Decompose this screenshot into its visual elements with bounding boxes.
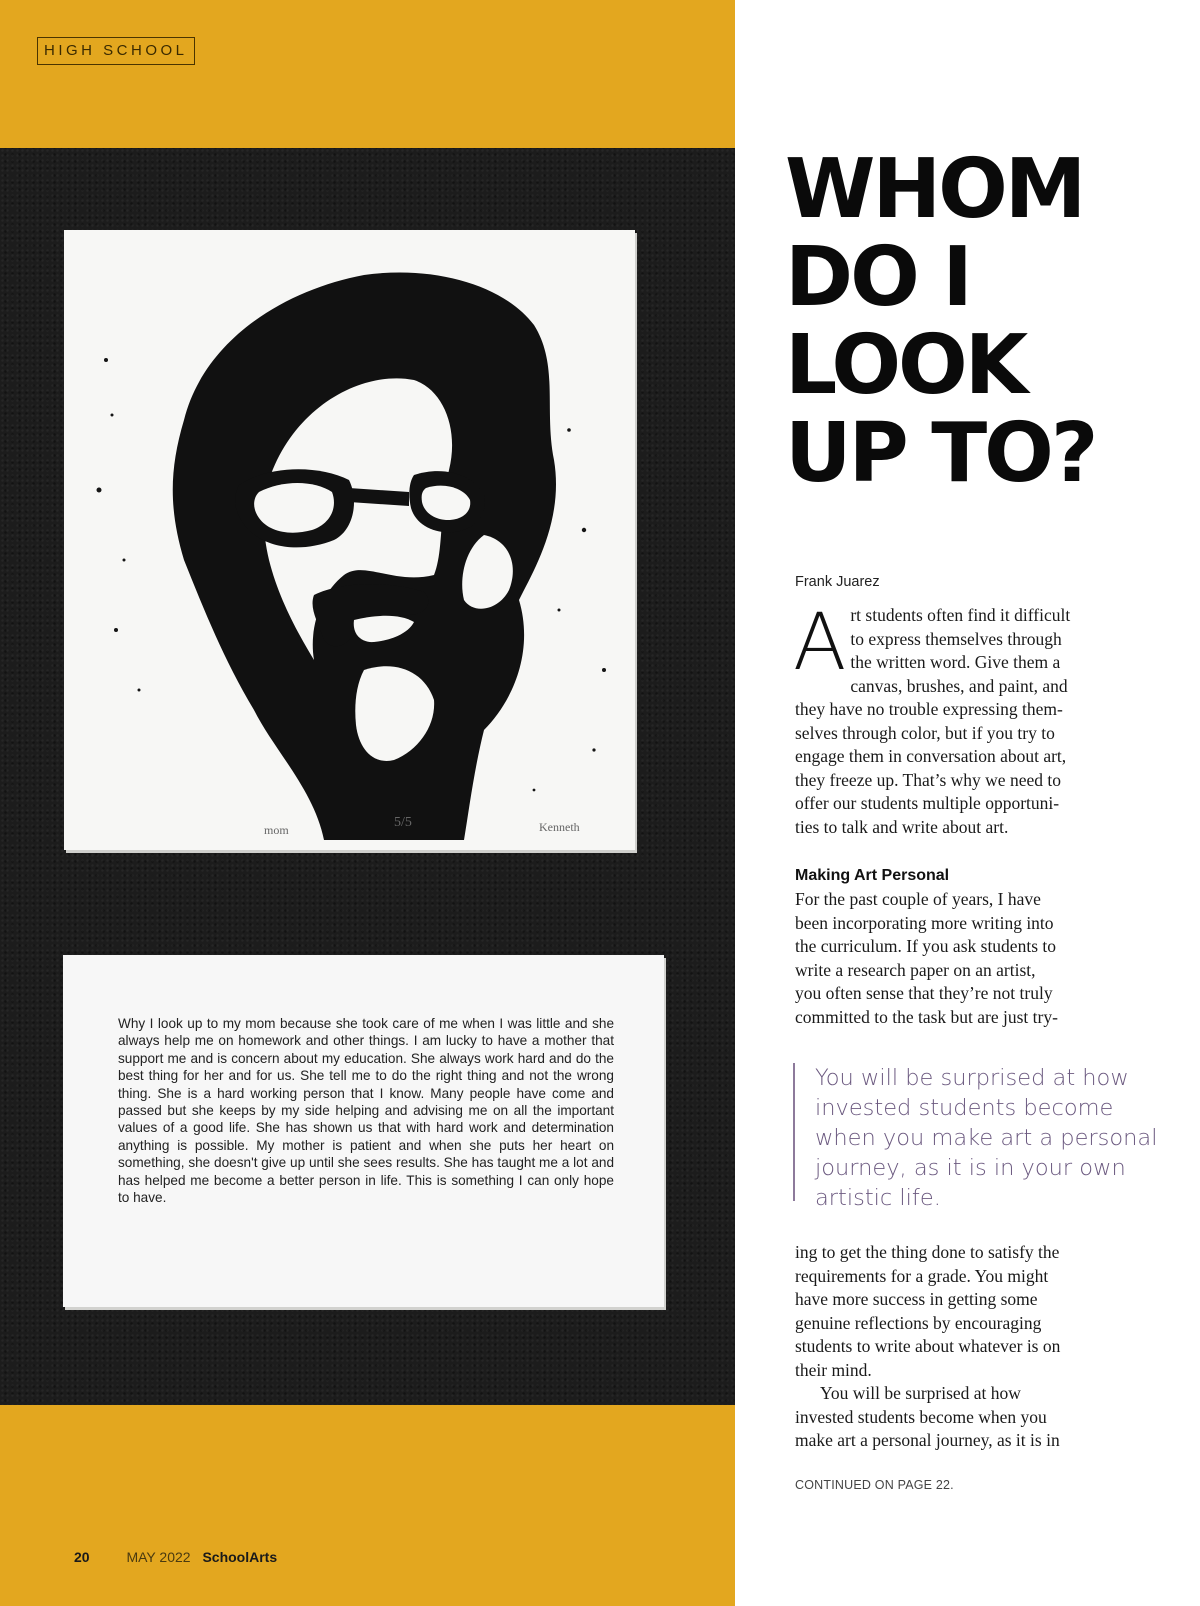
text-line: selves through color, but if you try to	[795, 722, 1055, 743]
intro-paragraph	[793, 598, 1127, 839]
linocut-portrait-image	[64, 230, 635, 850]
section-tag: HIGH SCHOOL	[37, 37, 195, 65]
article-headline	[785, 142, 1165, 501]
text-line: been incorporating more writing into	[795, 912, 1054, 933]
text-line: requirements for a grade. You might	[795, 1265, 1049, 1286]
text-line: genuine reflections by encouraging	[795, 1312, 1042, 1333]
linocut-print	[64, 230, 635, 850]
student-essay-text: Why I look up to my mom because she took care of me when I was little and she always help me on homework and other things. I am lucky to have a mother that support me and is concern about my education. She always work hard and do the best thing for her and for us. She tell me to do the right thing and not the wrong thing. She is a hard working person that I know. Many people have come and passed but she keeps by my side helping and advising me on all the important values of a good life. She has shown us that with hard work and determination anything is possible. My mother is patient and when she puts her heart on something, she doesn't give up until she sees results. She has taught me a lot and has helped me become a better person in life. This is something I can only hope to have.	[118, 1016, 614, 1206]
text-line: the written word. Give them a	[850, 652, 1061, 672]
text-line: write a research paper on an artist,	[795, 959, 1036, 980]
page-number: 20	[74, 1549, 90, 1565]
author-byline: Frank Juarez	[795, 574, 880, 590]
text-line: ing to get the thing done to satisfy the	[795, 1242, 1060, 1262]
print-edition-note: 5/5	[394, 815, 412, 830]
headline-line: LOOK	[785, 318, 1026, 413]
section-subhead: Making Art Personal	[795, 867, 950, 884]
print-artist-signature: Kenneth	[539, 820, 580, 834]
magazine-name: SchoolArts	[202, 1549, 278, 1565]
quote-line: invested students become	[815, 1095, 1114, 1121]
headline-line: UP TO?	[785, 406, 1096, 501]
quote-line: artistic life.	[815, 1185, 941, 1211]
text-line: they have no trouble expressing them-	[795, 699, 1063, 719]
text-line: to express themselves through	[850, 628, 1062, 649]
text-line: engage them in conversation about art,	[795, 746, 1067, 766]
text-line: they freeze up. That’s why we need to	[795, 769, 1061, 790]
quote-line: when you make art a personal	[815, 1125, 1158, 1151]
text-line: canvas, brushes, and paint, and	[850, 675, 1068, 696]
text-line: rt students often find it difficult	[850, 605, 1071, 625]
headline-line: WHOM	[785, 142, 1084, 237]
text-line: ties to talk and write about art.	[795, 816, 1009, 837]
body-paragraph	[795, 888, 1135, 1029]
text-line: make art a personal journey, as it is in	[795, 1430, 1060, 1450]
text-line: For the past couple of years, I have	[795, 889, 1041, 909]
body-paragraph-continued	[795, 1241, 1135, 1453]
text-line: You will be surprised at how	[820, 1383, 1021, 1403]
continued-note: CONTINUED ON PAGE 22.	[795, 1478, 954, 1492]
text-line: have more success in getting some	[795, 1289, 1038, 1309]
student-essay-card	[63, 955, 664, 1307]
text-line: their mind.	[795, 1359, 872, 1380]
print-title-note: mom	[264, 823, 289, 837]
page-footer	[74, 1549, 277, 1565]
headline-line: DO I	[785, 230, 970, 325]
issue-date: MAY 2022	[126, 1549, 191, 1565]
text-line: invested students become when you	[795, 1406, 1047, 1427]
quote-line: You will be surprised at how	[815, 1065, 1129, 1091]
text-line: committed to the task but are just try-	[795, 1006, 1058, 1027]
text-line: the curriculum. If you ask students to	[795, 936, 1056, 956]
pull-quote	[793, 1063, 1160, 1211]
text-line: students to write about whatever is on	[795, 1336, 1061, 1356]
text-line: you often sense that they’re not truly	[795, 983, 1053, 1003]
drop-cap: A	[793, 598, 847, 688]
text-line: offer our students multiple opportuni-	[795, 793, 1060, 813]
quote-line: journey, as it is in your own	[815, 1155, 1126, 1181]
